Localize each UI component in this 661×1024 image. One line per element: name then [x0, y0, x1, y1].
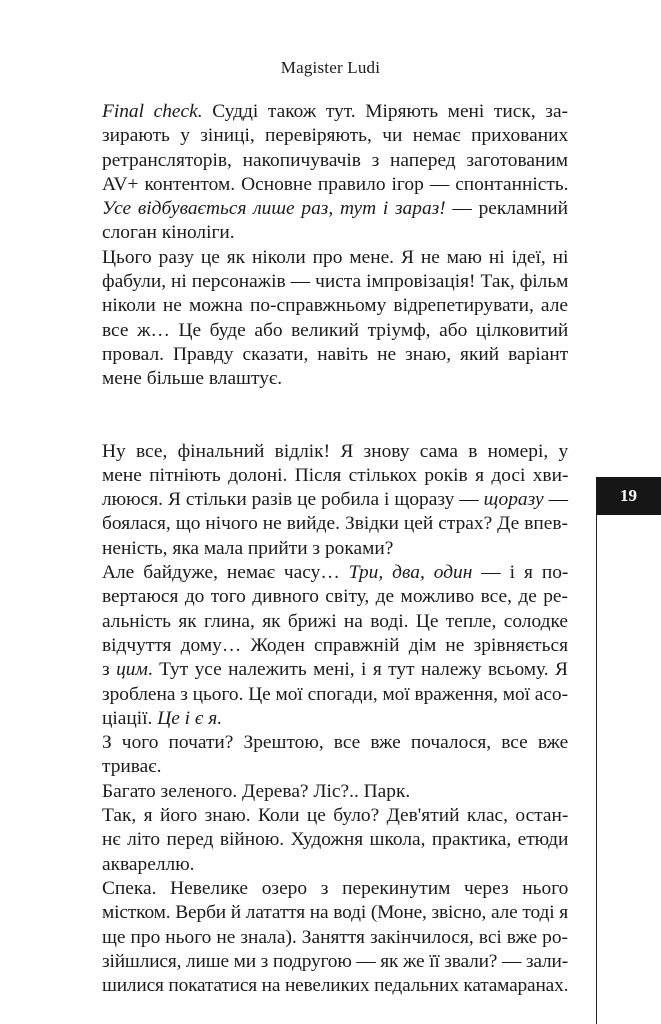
text-run: — — [543, 489, 568, 511]
text-run: ціації. — [102, 707, 158, 729]
text-line — [102, 488, 568, 512]
text-line — [102, 707, 568, 731]
text-line — [102, 974, 568, 998]
text-run: мене пітніють долоні. Після стількох років я досі хви- — [102, 464, 569, 486]
text-run: шилися покататися на невеликих педальних катамаранах. — [102, 975, 569, 997]
text-line — [102, 124, 568, 148]
text-line — [102, 221, 568, 245]
text-run: Цього разу це як ніколи про мене. Я не маю ні ідеї, ні — [102, 246, 569, 268]
text-run: фабули, ні персонажів — чиста імпровізація! Так, фільм — [102, 271, 569, 293]
text-line — [102, 828, 568, 852]
text-line — [102, 197, 568, 221]
text-run: AV+ контентом. Основне правило ігор — спонтанність. — [102, 173, 569, 195]
text-run: неність, яка мала прийти з роками? — [102, 537, 394, 559]
text-run: Судді також тут. Міряють мені тиск, за- — [202, 101, 569, 122]
text-run: все ж… Це буде або великий тріумф, або цілковитий — [102, 319, 569, 341]
text-line — [102, 877, 568, 901]
paragraph — [102, 780, 568, 804]
text-line — [102, 440, 568, 464]
text-run: мене більше влаштує. — [102, 368, 283, 390]
paragraph — [102, 731, 568, 780]
text-line — [102, 901, 568, 925]
text-line — [102, 731, 568, 755]
text-run: зроблена з цього. Це мої спогади, мої враження, мої асо- — [102, 683, 569, 705]
italic-run: Це і є я. — [157, 707, 223, 729]
text-line — [102, 634, 568, 658]
italic-run: Три, два, один — [348, 562, 473, 584]
text-run: лююся. Я стільки разів це робила і щоразу — — [102, 489, 484, 511]
text-run: Спека. Невелике озеро з перекинутим через нього — [102, 877, 569, 899]
text-line — [102, 804, 568, 828]
text-run: Але байдуже, немає часу… — [102, 562, 349, 584]
text-run: З чого почати? Зрештою, все вже почалося, все вже — [102, 732, 569, 754]
text-line — [102, 926, 568, 950]
text-line — [102, 610, 568, 634]
text-line — [102, 149, 568, 173]
text-line — [102, 294, 568, 318]
text-line — [102, 343, 568, 367]
paragraph — [102, 440, 568, 561]
text-line — [102, 246, 568, 270]
text-line — [102, 683, 568, 707]
text-run: провал. Правду сказати, навіть не знаю, який варіант — [102, 343, 569, 365]
text-run: — і я по- — [472, 562, 569, 584]
page-number-tab — [596, 477, 661, 515]
text-run: . Тут усе належить мені, і я тут належу всьому. Я — [147, 659, 568, 681]
paragraph — [102, 804, 568, 877]
text-line — [102, 464, 568, 488]
running-head-title: Magister Ludi — [280, 58, 381, 77]
paragraph — [102, 100, 568, 246]
text-line — [102, 270, 568, 294]
text-line — [102, 100, 568, 124]
text-run: зійшлися, лише ми з подругою — як же її звали? — зали- — [102, 950, 568, 972]
body-text — [102, 100, 568, 998]
paragraph — [102, 877, 568, 998]
text-line — [102, 319, 568, 343]
italic-run: цим — [116, 659, 148, 681]
text-line — [102, 537, 568, 561]
page-edge-rule — [596, 515, 597, 1024]
italic-run: щоразу — [483, 489, 544, 511]
text-run: Ну все, фінальний відлік! Я знову сама в номері, у — [102, 440, 569, 462]
text-run: ретрансляторів, накопичувачів з наперед заготованим — [102, 149, 568, 171]
text-run: боялася, що нічого не вийде. Звідки цей страх? Де впев- — [102, 513, 568, 535]
text-line — [102, 173, 568, 197]
text-run: Багато зеленого. Дерева? Ліс?.. Парк. — [102, 780, 411, 802]
paragraph — [102, 561, 568, 731]
text-line — [102, 755, 568, 779]
text-run: відчуття дому… Жоден справжній дім не зрівняється — [102, 634, 568, 656]
text-line — [102, 658, 568, 682]
text-run: з — [102, 659, 117, 681]
text-run: аквареллю. — [102, 853, 195, 875]
text-line — [102, 853, 568, 877]
text-line — [102, 367, 568, 391]
text-run: ніколи не можна по-справжньому відрепетирувати, але — [102, 295, 568, 317]
italic-run: Усе відбувається лише раз, тут і зараз! — [102, 198, 446, 220]
text-line — [102, 780, 568, 804]
text-run: слоган кіноліги. — [102, 222, 235, 244]
text-line — [102, 585, 568, 609]
text-line — [102, 512, 568, 536]
text-line — [102, 950, 568, 974]
text-run: містком. Верби й латаття на воді (Моне, звісно, але тоді я — [102, 902, 568, 924]
italic-run: Final check. — [102, 101, 203, 122]
text-run: нє літо перед війною. Художня школа, практика, етюди — [102, 829, 569, 851]
text-run: зирають у зіниці, перевіряють, чи немає прихованих — [102, 125, 569, 147]
page-number: 19 — [620, 486, 637, 505]
paragraph — [102, 246, 568, 392]
text-run: альність як глина, як брижі на воді. Це тепле, солодке — [102, 610, 568, 632]
text-run: вертаюся до того дивного світу, де можливо все, де ре- — [102, 586, 568, 608]
text-run: ще про нього не знала). Заняття закінчилося, всі вже ро- — [102, 926, 568, 948]
text-line — [102, 561, 568, 585]
text-run: Так, я його знаю. Коли це було? Дев'ятий клас, остан- — [102, 805, 569, 827]
text-run: — рекламний — [445, 198, 568, 220]
text-run: триває. — [102, 756, 162, 778]
